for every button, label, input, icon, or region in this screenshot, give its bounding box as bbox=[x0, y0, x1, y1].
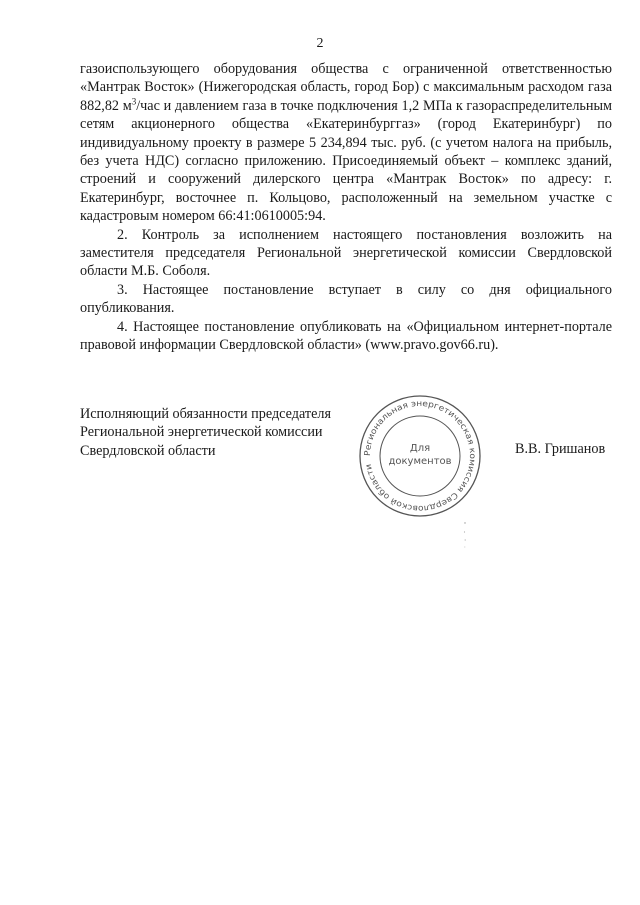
paragraph-1-text-start: газоиспользующего оборудования общества с ограниченной ответственностью «Мантрак Восток» (Нижегородская область, город Бор) с максимальным расходом газа 882,82 м bbox=[80, 61, 612, 114]
scan-specks bbox=[462, 520, 468, 550]
stamp-center-line-2: документов bbox=[388, 456, 452, 467]
paragraph-3: 3. Настоящее постановление вступает в силу со дня официального опубликования. bbox=[80, 281, 612, 317]
signer-title-line-2: Региональной энергетической комиссии bbox=[80, 424, 323, 441]
page-number: 2 bbox=[316, 36, 324, 51]
official-stamp bbox=[357, 393, 483, 519]
paragraph-4: 4. Настоящее постановление опубликовать на «Официальном интернет-портале правовой информации Свердловской области» (www.pravo.gov66.ru). bbox=[80, 318, 612, 354]
paragraph-1 bbox=[80, 60, 612, 226]
cubic-superscript: 3 bbox=[131, 96, 137, 107]
paragraph-1-text-end: /час и давлением газа в точке подключения 1,2 МПа к газораспределительным сетям акционерного общества «Екатеринбурггаз» (город Екатеринбург) по индивидуальному проекту в размере 5 234,894 тыс. руб. (с учетом налога на прибыль, без учета НДС) согласно приложению. Присоединяемый объект – комплекс зданий, строений и сооружений дилерского центра «Мантрак Восток» по адресу: г. Екатеринбург, восточнее п. Кольцово, расположенный на земельном участке с кадастровым номером 66:41:0610005:94. bbox=[80, 97, 612, 225]
document-body bbox=[80, 60, 612, 355]
stamp-center-line-1: Для bbox=[409, 443, 431, 454]
signer-title-block bbox=[80, 405, 370, 460]
signer-title-line-1: Исполняющий обязанности председателя bbox=[80, 406, 331, 422]
paragraph-2: 2. Контроль за исполнением настоящего постановления возложить на заместителя председателя Региональной энергетической комиссии Свердловской области М.Б. Соболя. bbox=[80, 226, 612, 280]
signer-name: В.В. Гришанов bbox=[515, 441, 606, 457]
stamp-ring-textpath: Региональная энергетическая комиссия Свердловской области bbox=[361, 397, 479, 515]
signer-title-line-3: Свердловской области bbox=[80, 442, 216, 459]
